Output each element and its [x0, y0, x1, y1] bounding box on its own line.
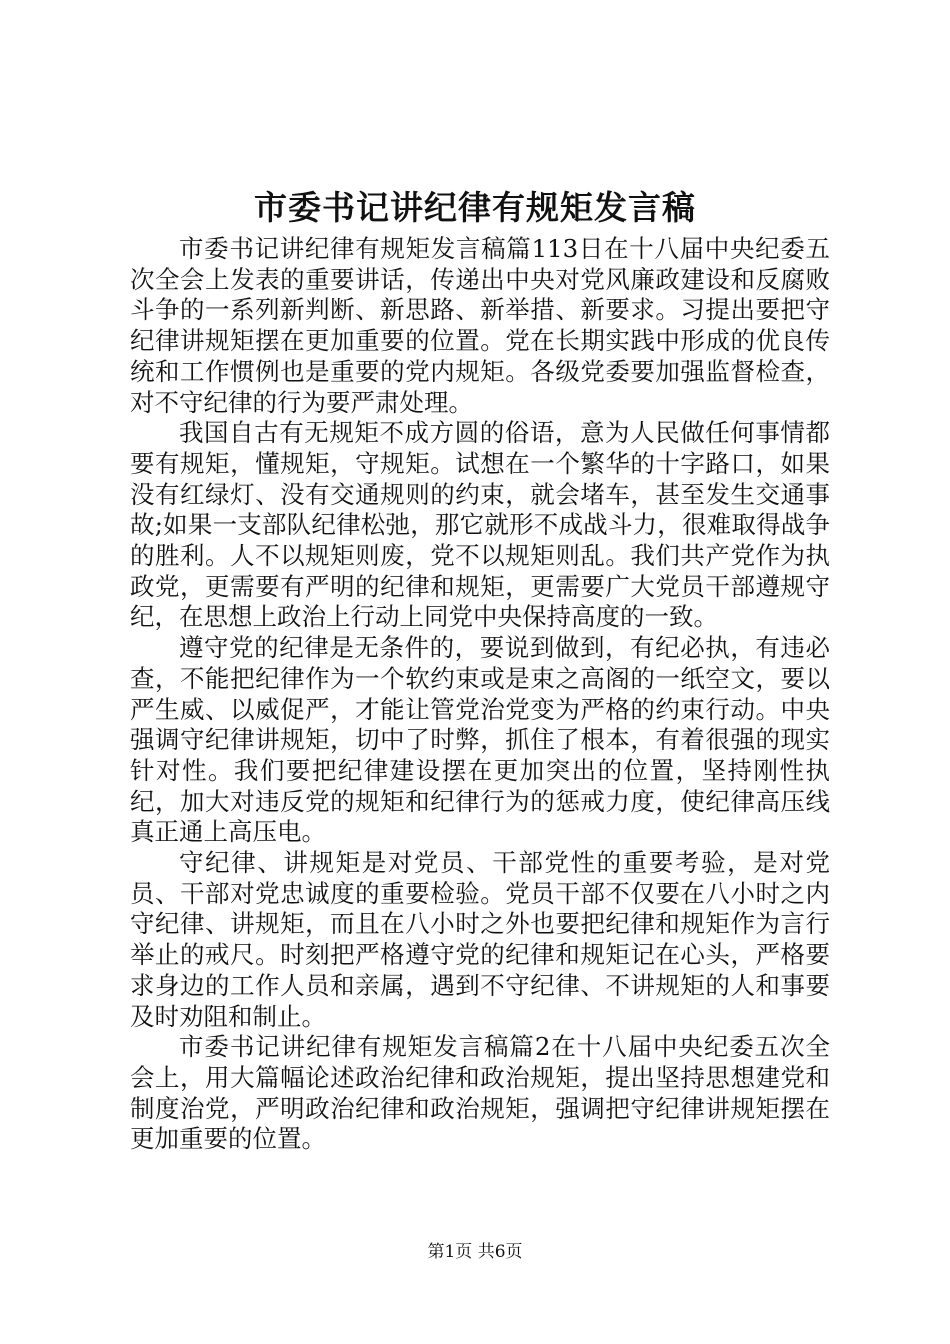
document-title: 市委书记讲纪律有规矩发言稿 [254, 188, 696, 227]
paragraph-4: 守纪律、讲规矩是对党员、干部党性的重要考验，是对党员、干部对党忠诚度的重要检验。党员干部不仅要在八小时之内守纪律、讲规矩，而且在八小时之外也要把纪律和规矩作为言行举止的戒尺。时刻把严格遵守党的纪律和规矩记在心头，严格要求身边的工作人员和亲属，遇到不守纪律、不讲规矩的人和事要及时劝阻和制止。 [130, 848, 830, 1031]
paragraph-5: 市委书记讲纪律有规矩发言稿篇2在十八届中央纪委五次全会上，用大篇幅论述政治纪律和政治规矩，提出坚持思想建党和制度治党，严明政治纪律和政治规矩，强调把守纪律讲规矩摆在更加重要的位置。 [130, 1032, 830, 1154]
document-body [130, 234, 830, 1155]
paragraph-1: 市委书记讲纪律有规矩发言稿篇113日在十八届中央纪委五次全会上发表的重要讲话，传递出中央对党风廉政建设和反腐败斗争的一系列新判断、新思路、新举措、新要求。习提出要把守纪律讲规矩摆在更加重要的位置。党在长期实践中形成的优良传统和工作惯例也是重要的党内规矩。各级党委要加强监督检查，对不守纪律的行为要严肃处理。 [130, 234, 830, 417]
page-footer: 第1页 共6页 [427, 1242, 523, 1262]
paragraph-3: 遵守党的纪律是无条件的，要说到做到，有纪必执，有违必查，不能把纪律作为一个软约束或是束之高阁的一纸空文，要以严生威、以威促严，才能让管党治党变为严格的约束行动。中央强调守纪律讲规矩，切中了时弊，抓住了根本，有着很强的现实针对性。我们要把纪律建设摆在更加突出的位置，坚持刚性执纪，加大对违反党的规矩和纪律行为的惩戒力度，使纪律高压线真正通上高压电。 [130, 633, 830, 847]
paragraph-2: 我国自古有无规矩不成方圆的俗语，意为人民做任何事情都要有规矩，懂规矩，守规矩。试想在一个繁华的十字路口，如果没有红绿灯、没有交通规则的约束，就会堵车，甚至发生交通事故;如果一支部队纪律松弛，那它就形不成战斗力，很难取得战争的胜利。人不以规矩则废，党不以规矩则乱。我们共产党作为执政党，更需要有严明的纪律和规矩，更需要广大党员干部遵规守纪，在思想上政治上行动上同党中央保持高度的一致。 [130, 418, 830, 632]
